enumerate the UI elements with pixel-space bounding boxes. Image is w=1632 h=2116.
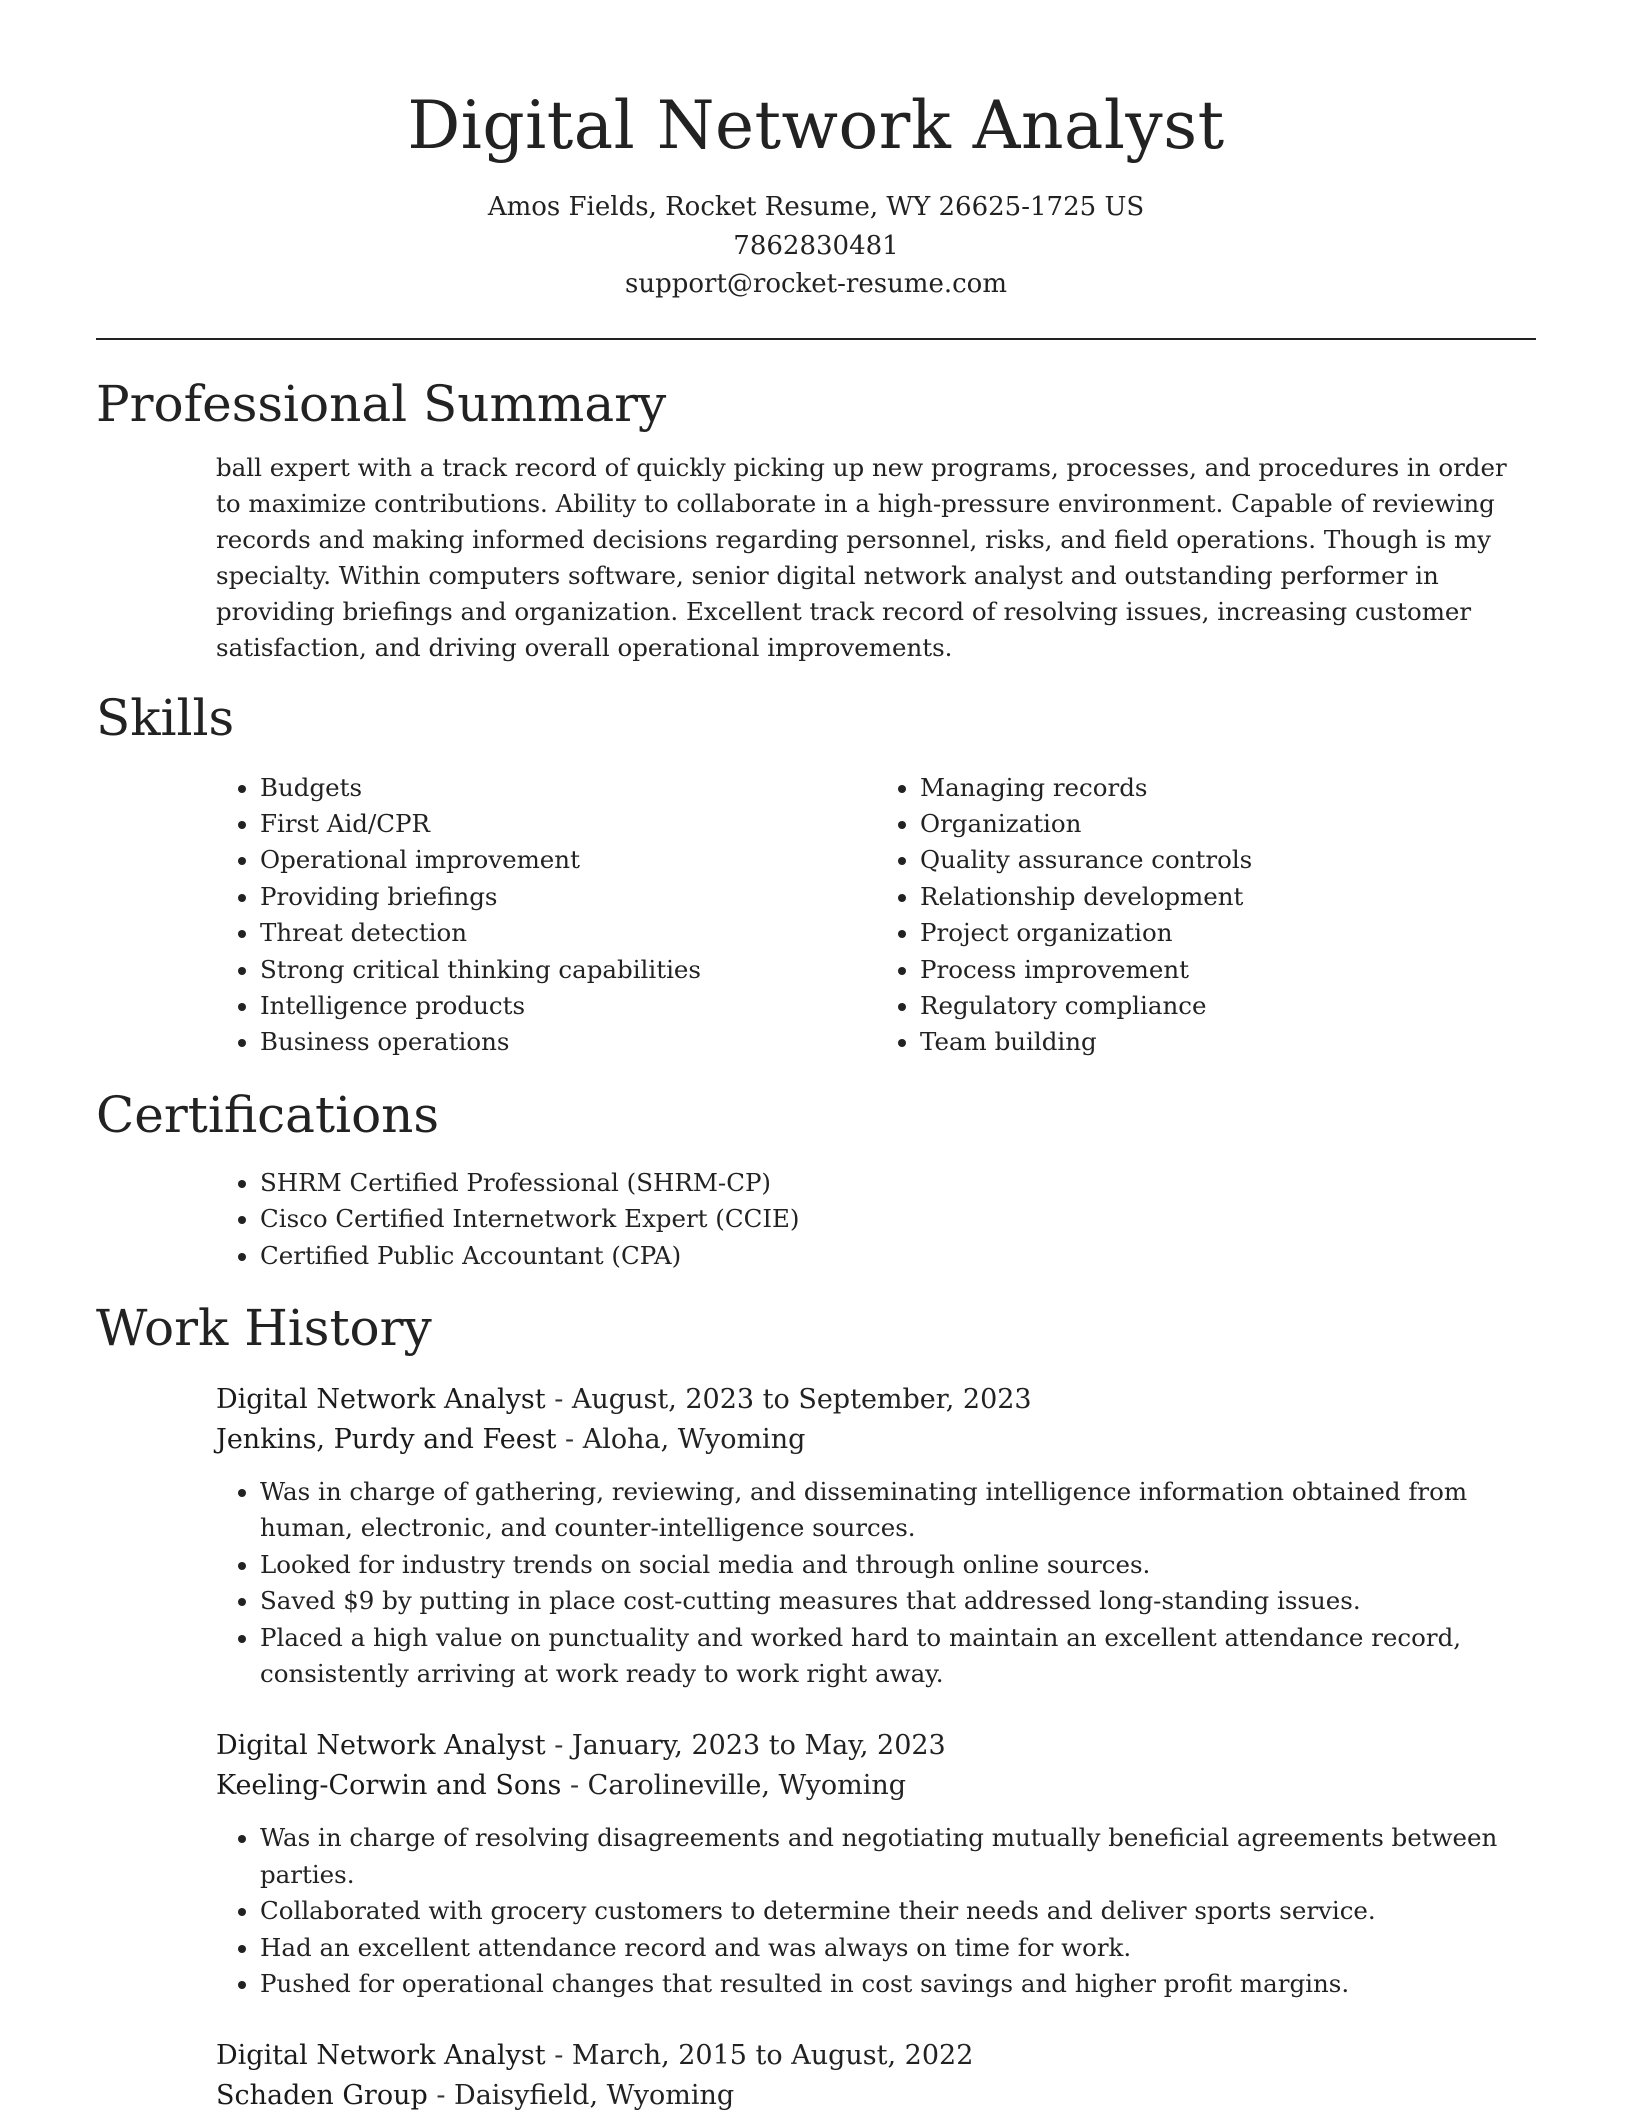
job-title: Digital Network Analyst — [216, 2040, 546, 2072]
job-location: Daisyfield, Wyoming — [454, 2080, 735, 2112]
job-title: Digital Network Analyst — [216, 1730, 546, 1762]
skill-item: • Regulatory compliance — [920, 988, 1536, 1024]
resume-page — [96, 0, 1536, 2116]
work-history-heading: Work History — [96, 1298, 432, 1357]
skills-list-right — [876, 770, 1536, 1061]
job-bullet: • Was in charge of gathering, reviewing, and disseminating intelligence information obtained from human, electronic, and counter-intelligence sources. — [260, 1474, 1536, 1547]
job-bullet: • Collaborated with grocery customers to determine their needs and deliver sports service. — [260, 1893, 1536, 1929]
separator: - — [427, 2080, 455, 2112]
job-company-line — [216, 1420, 1536, 1460]
job-company: Keeling-Corwin and Sons — [216, 1770, 562, 1802]
job-entry — [216, 1726, 1536, 2002]
job-bullets — [216, 1820, 1536, 2002]
job-dates: March, 2015 to August, 2022 — [571, 2040, 974, 2072]
job-title-line — [216, 2036, 1536, 2076]
skill-item: • Threat detection — [260, 915, 876, 951]
certifications-heading: Certifications — [96, 1085, 440, 1144]
job-entry — [216, 1380, 1536, 1692]
job-bullet: • Pushed for operational changes that resulted in cost savings and higher profit margins. — [260, 1966, 1536, 2002]
contact-phone: 7862830481 — [733, 230, 899, 261]
resume-title: Digital Network Analyst — [407, 87, 1225, 164]
summary-heading: Professional Summary — [96, 374, 667, 433]
job-title: Digital Network Analyst — [216, 1383, 546, 1415]
job-company-line — [216, 1766, 1536, 1806]
separator: - — [545, 1730, 572, 1762]
certifications-section — [96, 1083, 1536, 1274]
work-history-section — [96, 1296, 1536, 2116]
skill-item: • Relationship development — [920, 879, 1536, 915]
job-title-line — [216, 1380, 1536, 1420]
skills-section — [96, 686, 1536, 1061]
skill-item: • Project organization — [920, 915, 1536, 951]
skill-item: • Organization — [920, 806, 1536, 842]
job-location: Carolineville, Wyoming — [587, 1770, 907, 1802]
job-company-line — [216, 2076, 1536, 2116]
skill-item: • Strong critical thinking capabilities — [260, 952, 876, 988]
certifications-list — [216, 1165, 1536, 1274]
skill-item: • Managing records — [920, 770, 1536, 806]
job-bullet: • Had an excellent attendance record and was always on time for work. — [260, 1930, 1536, 1966]
skills-heading: Skills — [96, 688, 235, 747]
job-entry — [216, 2036, 1536, 2116]
skill-item: • Quality assurance controls — [920, 842, 1536, 878]
job-bullet: • Placed a high value on punctuality and worked hard to maintain an excellent attendance record, consistently arriving at work ready to work right away. — [260, 1620, 1536, 1693]
job-bullet: • Looked for industry trends on social media and through online sources. — [260, 1547, 1536, 1583]
job-company: Schaden Group — [216, 2080, 428, 2112]
skills-list-left — [216, 770, 876, 1061]
summary-section — [96, 372, 1536, 666]
summary-text: ball expert with a track record of quickly picking up new programs, processes, and procedures in order to maximize contributions. Ability to collaborate in a high-pressure environment. Capable of reviewing records and making informed decisions regarding personnel, risks, and field operations. Though is my specialty. Within computers software, senior digital network analyst and outstanding performer in providing briefings and organization. Excellent track record of resolving issues, increasing customer satisfaction, and driving overall operational improvements. — [216, 452, 1507, 662]
contact-address: Amos Fields, Rocket Resume, WY 26625-1725 US — [487, 192, 1145, 222]
skill-item: • Intelligence products — [260, 988, 876, 1024]
separator: - — [561, 1770, 588, 1802]
separator: - — [545, 2040, 572, 2072]
job-company: Jenkins, Purdy and Feest — [216, 1423, 557, 1455]
job-bullet: • Was in charge of resolving disagreements and negotiating mutually beneficial agreements between parties. — [260, 1820, 1536, 1893]
job-bullet: • Saved $9 by putting in place cost-cutting measures that addressed long-standing issues. — [260, 1583, 1536, 1619]
job-title-line — [216, 1726, 1536, 1766]
skill-item: • First Aid/CPR — [260, 806, 876, 842]
skill-item: • Budgets — [260, 770, 876, 806]
skill-item: • Business operations — [260, 1024, 876, 1060]
certification-item: • SHRM Certified Professional (SHRM-CP) — [260, 1165, 1536, 1201]
skill-item: • Team building — [920, 1024, 1536, 1060]
contact-block — [96, 188, 1536, 304]
separator: - — [556, 1423, 583, 1455]
header-divider — [96, 338, 1536, 340]
resume-header — [96, 0, 1536, 304]
contact-email: support@rocket-resume.com — [624, 269, 1007, 299]
skills-columns — [216, 770, 1536, 1061]
skill-item: • Providing briefings — [260, 879, 876, 915]
job-location: Aloha, Wyoming — [582, 1423, 806, 1455]
job-dates: August, 2023 to September, 2023 — [571, 1383, 1032, 1415]
job-bullets — [216, 1474, 1536, 1692]
certification-item: • Cisco Certified Internetwork Expert (CCIE) — [260, 1201, 1536, 1237]
certification-item: • Certified Public Accountant (CPA) — [260, 1238, 1536, 1274]
separator: - — [545, 1383, 572, 1415]
skill-item: • Operational improvement — [260, 842, 876, 878]
skill-item: • Process improvement — [920, 952, 1536, 988]
job-dates: January, 2023 to May, 2023 — [571, 1730, 946, 1762]
